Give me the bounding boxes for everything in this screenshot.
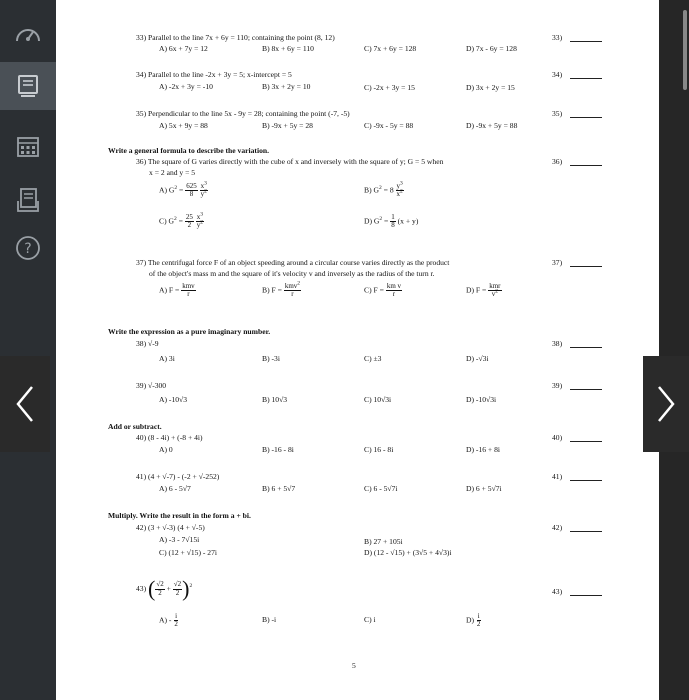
- svg-text:?: ?: [24, 241, 32, 257]
- q34-option-a: A) -2x + 3y = -10: [159, 82, 213, 91]
- book-icon[interactable]: [0, 62, 56, 110]
- section-heading-add-subtract: Add or subtract.: [108, 422, 162, 431]
- q42-option-c: C) (12 + √15) - 27i: [159, 548, 218, 557]
- q43-option-a: A) - $\frac{i}{2}$: [159, 612, 178, 629]
- question-35-number: 35): [552, 109, 563, 118]
- q43-option-d: D) $\frac{i}{2}$: [466, 612, 481, 629]
- q36-option-b: B) $G^2 = 8$ $\frac{y^3}{x^2}$: [364, 180, 403, 199]
- question-43-stem: 43) ( $\frac{√2}{2}$ + $\frac{√2}{2}$ )$^2$: [136, 576, 193, 601]
- previous-page-button[interactable]: [0, 356, 50, 452]
- answer-blank-43[interactable]: [570, 595, 602, 596]
- q37-option-d: D) F = $\frac{\text{kmr}}{v^2}$: [466, 282, 501, 299]
- q37-option-b: B) F = $\frac{kmv^2}{r}$: [262, 280, 301, 299]
- q43-option-b: B) -i: [262, 615, 277, 624]
- q39-option-b: B) 10√3: [262, 395, 288, 404]
- question-40-number: 40): [552, 433, 563, 442]
- answer-blank-41[interactable]: [570, 480, 602, 481]
- q42-option-d: D) (12 - √15) + (3√5 + 4√3)i: [364, 548, 452, 557]
- question-38-stem: 38) √-9: [136, 339, 159, 348]
- help-icon[interactable]: [0, 224, 56, 272]
- q37-option-c: C) F = $\frac{\text{km v}}{r}$: [364, 282, 402, 299]
- document-icon[interactable]: [0, 176, 56, 224]
- q33-option-c: C) 7x + 6y = 128: [364, 44, 417, 53]
- q37-option-a: A) F = $\frac{\text{kmv}}{r}$: [159, 282, 195, 299]
- q38-option-a: A) 3i: [159, 354, 175, 363]
- q42-option-a: A) -3 - 7√15i: [159, 535, 200, 544]
- question-34-number: 34): [552, 70, 563, 79]
- q40-option-d: D) -16 + 8i: [466, 445, 501, 454]
- question-39-number: 39): [552, 381, 563, 390]
- answer-blank-34[interactable]: [570, 78, 602, 79]
- section-heading-imaginary: Write the expression as a pure imaginary number.: [108, 327, 271, 336]
- question-42-stem: 42) (3 + √-3) (4 + √-5): [136, 523, 205, 532]
- answer-blank-39[interactable]: [570, 389, 602, 390]
- question-36-stem: 36) The square of G varies directly with the cube of x and inversely with the square of y; G = 5 when: [136, 157, 444, 166]
- answer-blank-42[interactable]: [570, 531, 602, 532]
- question-34-stem: 34) Parallel to the line -2x + 3y = 5; x-intercept = 5: [136, 70, 292, 79]
- q38-option-c: C) ±3: [364, 354, 382, 363]
- question-40-stem: 40) (8 - 4i) + (-8 + 4i): [136, 433, 203, 442]
- answer-blank-33[interactable]: [570, 41, 602, 42]
- q35-option-b: B) -9x + 5y = 28: [262, 121, 313, 130]
- calendar-icon[interactable]: [0, 122, 56, 170]
- q39-option-d: D) -10√3i: [466, 395, 497, 404]
- q36-option-d: D) $G^2$ = $\frac{1}{8}$ (x + y): [364, 213, 419, 230]
- q36-option-c: C) $G^2$ = $\frac{25}{2}$ $\frac{x^3}{y^2}$: [159, 211, 203, 230]
- q40-option-c: C) 16 - 8i: [364, 445, 394, 454]
- q33-option-a: A) 6x + 7y = 12: [159, 44, 208, 53]
- q38-option-d: D) -√3i: [466, 354, 489, 363]
- q41-option-b: B) 6 + 5√7: [262, 484, 296, 493]
- right-gutter: [659, 0, 689, 700]
- document-page: [56, 0, 659, 700]
- question-35-stem: 35) Perpendicular to the line 5x - 9y = 28; containing the point (-7, -5): [136, 109, 350, 118]
- q41-option-d: D) 6 + 5√7i: [466, 484, 502, 493]
- question-36-number: 36): [552, 157, 563, 166]
- answer-blank-40[interactable]: [570, 441, 602, 442]
- answer-blank-35[interactable]: [570, 117, 602, 118]
- q35-option-a: A) 5x + 9y = 88: [159, 121, 208, 130]
- q33-option-d: D) 7x - 6y = 128: [466, 44, 517, 53]
- chevron-right-icon: [655, 384, 677, 424]
- q38-option-b: B) -3i: [262, 354, 280, 363]
- chevron-left-icon: [14, 384, 36, 424]
- question-41-stem: 41) (4 + √-7) - (-2 + √-252): [136, 472, 220, 481]
- q34-option-d: D) 3x + 2y = 15: [466, 83, 515, 92]
- question-39-stem: 39) √-300: [136, 381, 167, 390]
- question-43-number: 43): [552, 587, 563, 596]
- answer-blank-36[interactable]: [570, 165, 602, 166]
- scrollbar-thumb[interactable]: [683, 10, 687, 90]
- page-number: 5: [352, 661, 356, 670]
- question-33-stem: 33) Parallel to the line 7x + 6y = 110; containing the point (8, 12): [136, 33, 335, 42]
- question-36-stem-cont: x = 2 and y = 5: [149, 168, 196, 177]
- q40-option-a: A) 0: [159, 445, 173, 454]
- q34-option-c: C) -2x + 3y = 15: [364, 83, 415, 92]
- q34-option-b: B) 3x + 2y = 10: [262, 82, 311, 91]
- question-33-number: 33): [552, 33, 563, 42]
- q39-option-c: C) 10√3i: [364, 395, 392, 404]
- q40-option-b: B) -16 - 8i: [262, 445, 294, 454]
- q33-option-b: B) 8x + 6y = 110: [262, 44, 314, 53]
- q35-option-d: D) -9x + 5y = 88: [466, 121, 518, 130]
- question-37-stem-cont: of the object's mass m and the square of it's velocity v and inversely as the radius of the turn r.: [149, 269, 435, 278]
- q42-option-b: B) 27 + 105i: [364, 537, 403, 546]
- next-page-button[interactable]: [643, 356, 689, 452]
- question-42-number: 42): [552, 523, 563, 532]
- question-37-number: 37): [552, 258, 563, 267]
- question-41-number: 41): [552, 472, 563, 481]
- speedometer-icon[interactable]: [0, 10, 56, 58]
- q41-option-c: C) 6 - 5√7i: [364, 484, 398, 493]
- q36-option-a: A) $G^2$ = $\frac{625}{8}$ $\frac{x^3}{y^2}$: [159, 180, 207, 199]
- answer-blank-37[interactable]: [570, 266, 602, 267]
- q41-option-a: A) 6 - 5√7: [159, 484, 191, 493]
- sidebar: [0, 0, 56, 700]
- section-heading-variation: Write a general formula to describe the variation.: [108, 146, 269, 155]
- question-37-stem: 37) The centrifugal force F of an object speeding around a circular course varies directly as the product: [136, 258, 450, 267]
- q35-option-c: C) -9x - 5y = 88: [364, 121, 414, 130]
- answer-blank-38[interactable]: [570, 347, 602, 348]
- q39-option-a: A) -10√3: [159, 395, 187, 404]
- q43-option-c: C) i: [364, 615, 376, 624]
- section-heading-multiply: Multiply. Write the result in the form a + bi.: [108, 511, 251, 520]
- question-38-number: 38): [552, 339, 563, 348]
